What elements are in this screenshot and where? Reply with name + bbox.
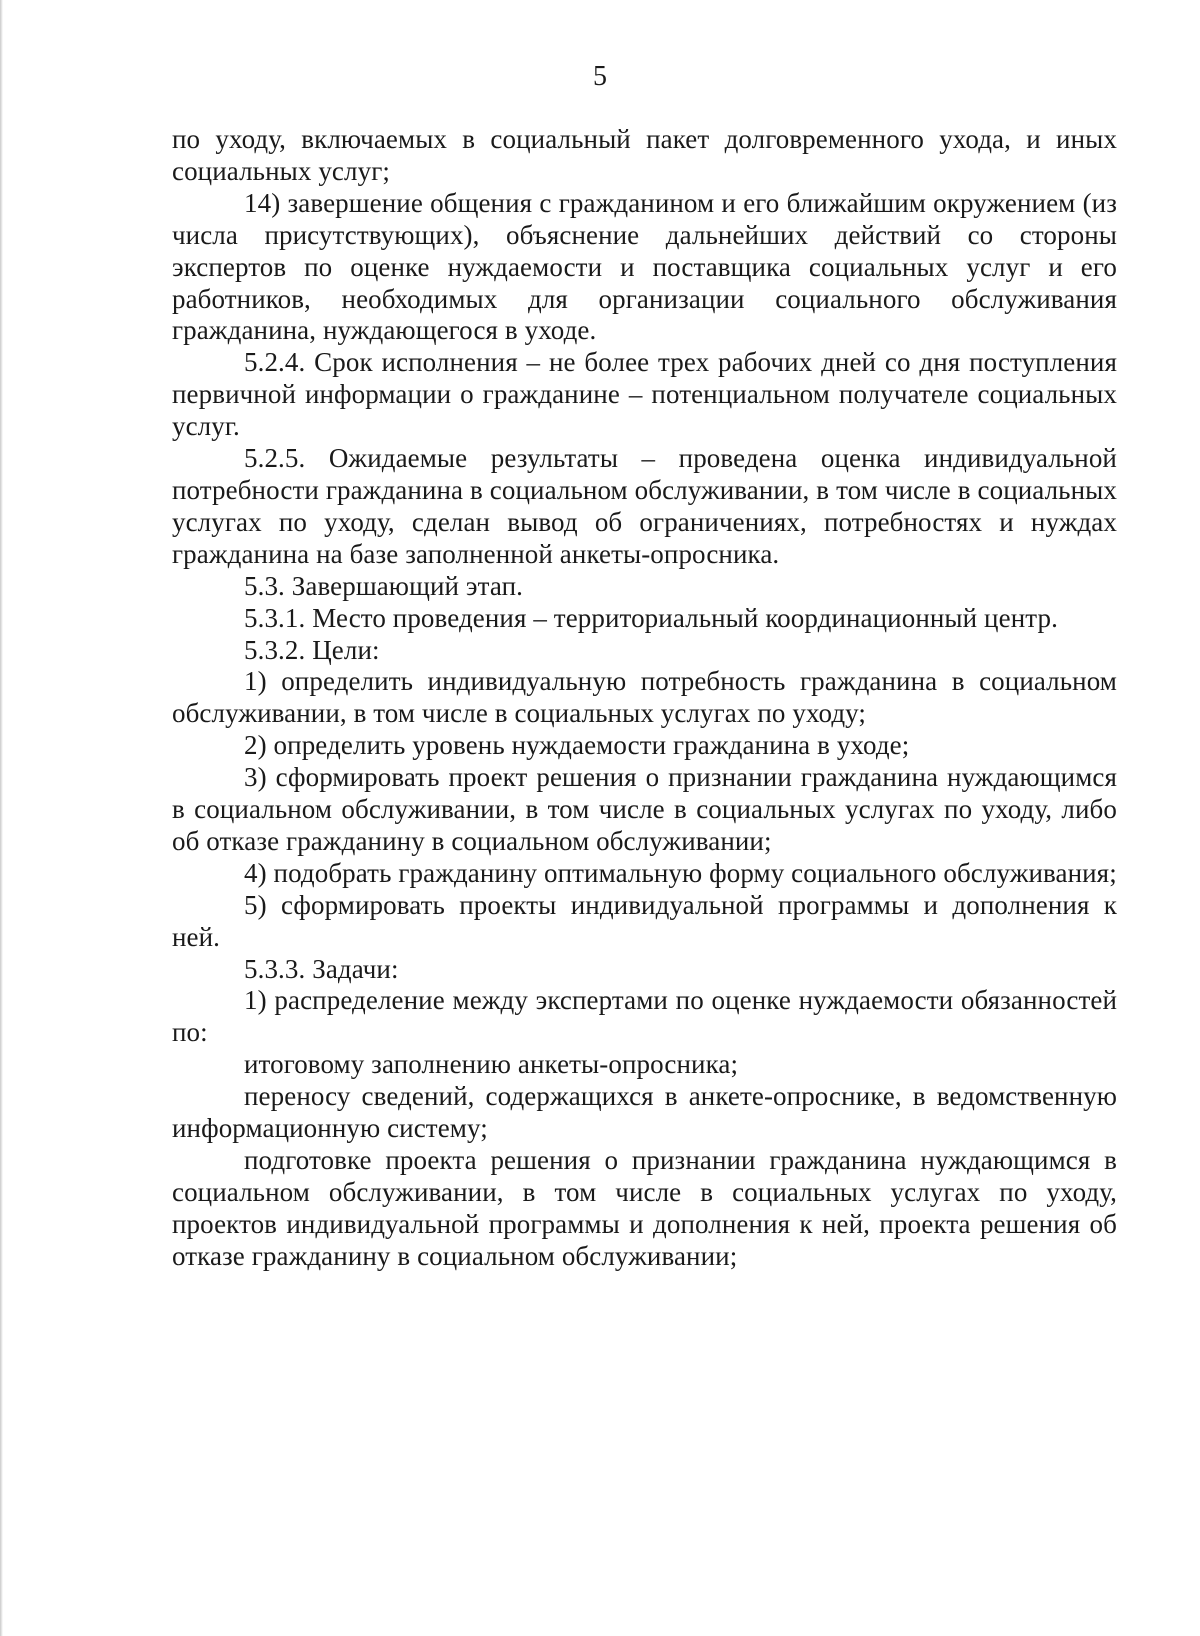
paragraph-task-1-a: итоговому заполнению анкеты-опросника; xyxy=(244,1049,739,1080)
paragraph-5-2-5: 5.2.5. Ожидаемые результаты – проведена оценка индивидуальной потребности гражданина в социальном обслуживании, в том числе в социальных услугах по уходу, сделан вывод об ограничениях, потребностях и нуждах гражданина на базе заполненной анкеты-опросника. xyxy=(172,443,1117,569)
paragraph-item-14: 14) завершение общения с гражданином и его ближайшим окружением (из числа присутствующих), объяснение дальнейших действий со стороны экспертов по оценке нуждаемости и поставщика социальных услуг и его работников, необходимых для организации социального обслуживания гражданина, нуждающегося в уходе. xyxy=(172,187,1117,346)
paragraph-5-3-3: 5.3.3. Задачи: xyxy=(244,953,399,984)
paragraph-task-1-c: подготовке проекта решения о признании гражданина нуждающимся в социальном обслуживании, в том числе в социальных услугах по уходу, проектов индивидуальной программы и дополнения к ней, проекта решения об отказе гражданину в социальном обслуживании; xyxy=(172,1145,1117,1271)
page-number: 5 xyxy=(593,61,607,92)
paragraph-continuation: по уходу, включаемых в социальный пакет долговременного ухода, и иных социальных услуг; xyxy=(172,124,1117,186)
paragraph-goal-1: 1) определить индивидуальную потребность гражданина в социальном обслуживании, в том числе в социальных услугах по уходу; xyxy=(172,666,1117,729)
paragraph-5-3-1: 5.3.1. Место проведения – территориальный координационный центр. xyxy=(244,602,1058,633)
paragraph-5-3: 5.3. Завершающий этап. xyxy=(244,570,523,601)
paragraph-task-1-b: переносу сведений, содержащихся в анкете-опроснике, в ведомственную информационную систему; xyxy=(172,1081,1117,1144)
scan-left-edge xyxy=(0,0,3,1636)
paragraph-5-2-4: 5.2.4. Срок исполнения – не более трех рабочих дней со дня поступления первичной информации о гражданине – потенциальном получателе социальных услуг. xyxy=(172,347,1117,442)
paragraph-goal-5: 5) сформировать проекты индивидуальной программы и дополнения к ней. xyxy=(172,889,1117,952)
paragraph-goal-4: 4) подобрать гражданину оптимальную форму социального обслуживания; xyxy=(244,857,1117,888)
paragraph-goal-3: 3) сформировать проект решения о признании гражданина нуждающимся в социальном обслуживании, в том числе в социальных услугах по уходу, либо об отказе гражданину в социальном обслуживании; xyxy=(172,762,1117,856)
paragraph-task-1: 1) распределение между экспертами по оценке нуждаемости обязанностей по: xyxy=(172,985,1117,1048)
paragraph-5-3-2: 5.3.2. Цели: xyxy=(244,634,380,665)
paragraph-goal-2: 2) определить уровень нуждаемости гражданина в уходе; xyxy=(244,730,910,761)
document-body xyxy=(172,124,1117,1273)
